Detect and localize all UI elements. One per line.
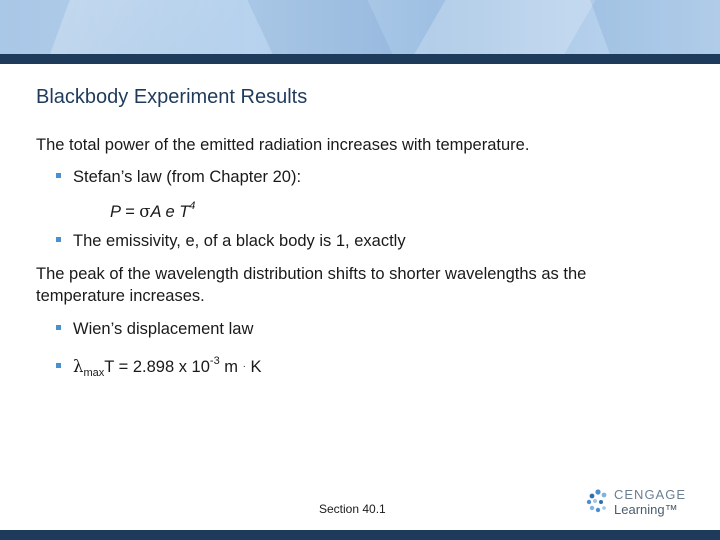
footer-bar [0, 530, 720, 540]
bullet-text: Wien’s displacement law [73, 320, 254, 338]
wien-dot: · [242, 361, 246, 372]
wien-exponent: -3 [209, 355, 220, 367]
wien-equation: T = 2.898 x 10 [104, 358, 210, 376]
wien-unit-m: m [219, 358, 243, 376]
section-label: Section 40.1 [319, 502, 386, 516]
bullet-wien-law [56, 318, 253, 340]
logo-wordmark-bottom: Learning™ [614, 502, 678, 517]
formula-lhs: P = [110, 203, 140, 221]
bullet-square-icon [56, 363, 61, 368]
banner-facet [50, 0, 240, 54]
wien-subscript: max [83, 367, 105, 379]
banner-facet [414, 0, 595, 54]
formula-exponent: 4 [189, 200, 196, 212]
formula-rhs: A e T [150, 203, 190, 221]
bullet-square-icon [56, 237, 61, 242]
slide-title: Blackbody Experiment Results [36, 86, 308, 108]
paragraph-peak-shift: The peak of the wavelength distribution shifts to shorter wavelengths as the temperature increases. [36, 265, 587, 305]
cengage-logo-icon [584, 486, 612, 520]
bullet-stefans-law [56, 166, 301, 188]
bullet-wien-formula [56, 350, 262, 384]
header-banner [0, 0, 720, 54]
bullet-square-icon [56, 325, 61, 330]
header-divider-bar [0, 54, 720, 64]
logo-wordmark-top: CENGAGE [614, 487, 687, 502]
bullet-square-icon [56, 173, 61, 178]
formula-sigma: σ [139, 202, 151, 221]
wien-unit-k: K [245, 358, 262, 376]
cengage-logo [584, 486, 694, 520]
bullet-text: Stefan’s law (from Chapter 20): [73, 168, 302, 186]
paragraph-total-power: The total power of the emitted radiation increases with temperature. [36, 136, 530, 154]
banner-facet [590, 0, 720, 54]
stefan-formula [110, 200, 195, 222]
bullet-text: The emissivity, e, of a black body is 1, exactly [73, 232, 406, 250]
wien-lambda: λ [73, 357, 84, 376]
bullet-emissivity [56, 230, 406, 252]
banner-facet [247, 0, 392, 54]
